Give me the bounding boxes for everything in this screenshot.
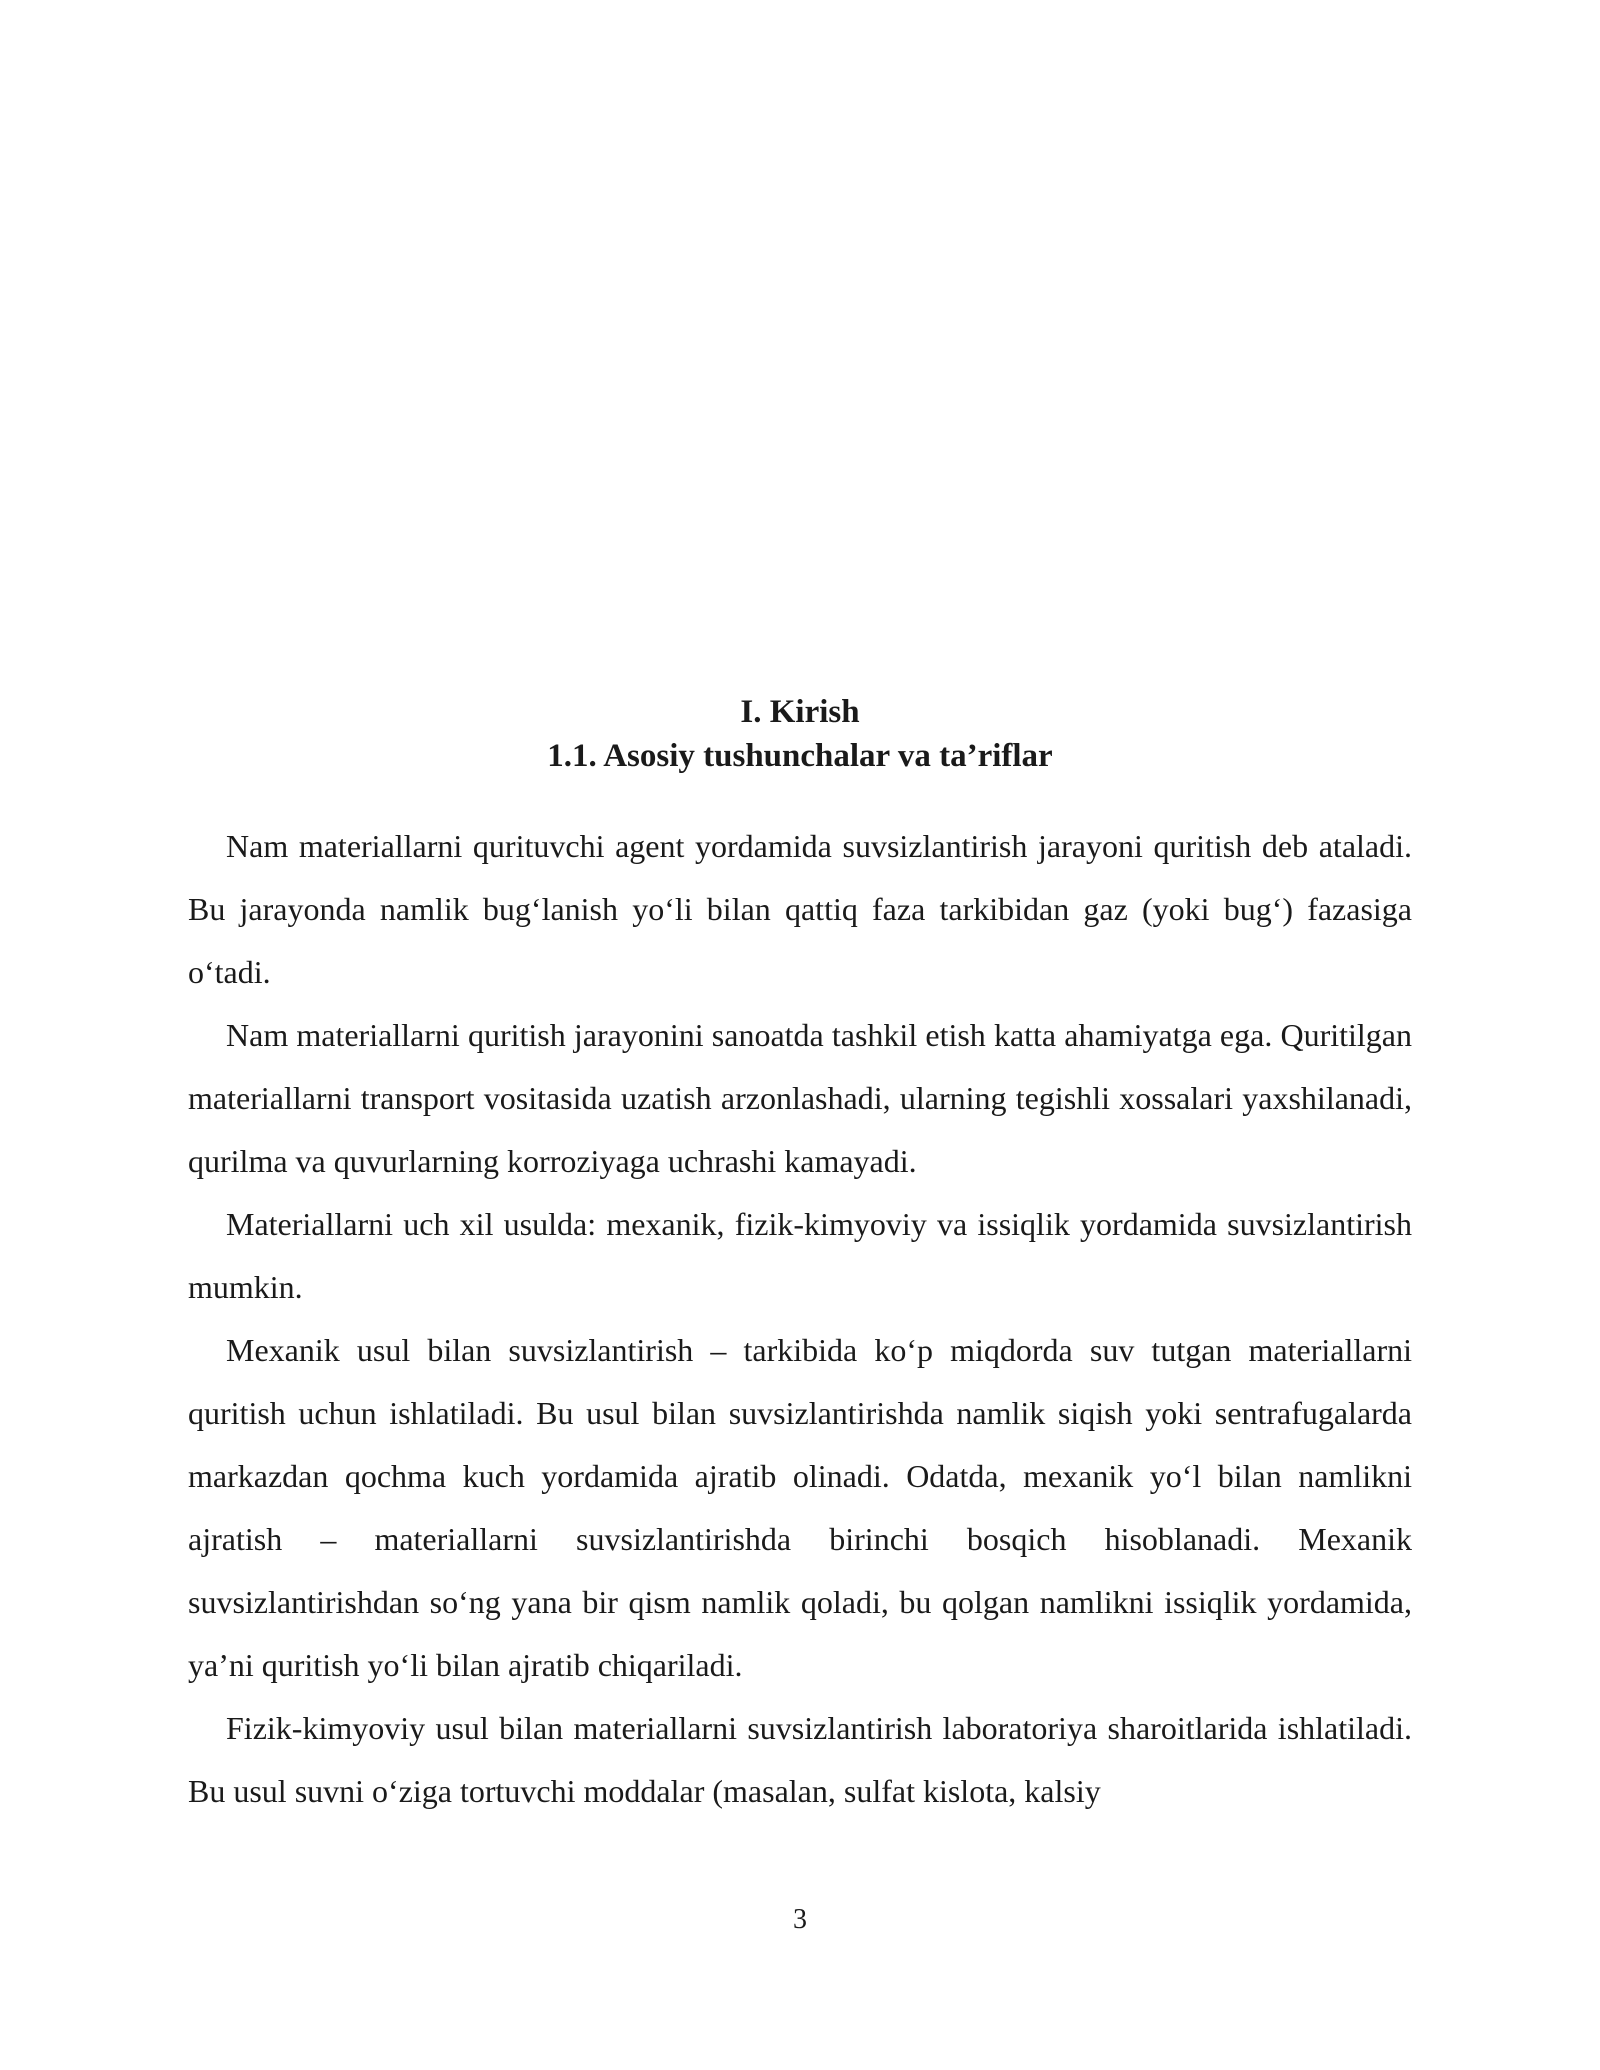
heading-block (188, 690, 1412, 778)
paragraph: Nam materiallarni quritish jarayonini sanoatda tashkil etish katta ahamiyatga ega. Quritilgan materiallarni transport vositasida uzatish arzonlashadi, ularning tegishli xossalari yaxshilanadi, qurilma va quvurlarning korroziyaga uchrashi kamayadi. (188, 1017, 1412, 1179)
page-number: 3 (793, 1904, 807, 1935)
paragraph: Fizik-kimyoviy usul bilan materiallarni suvsizlantirish laboratoriya sharoitlarida ishlatiladi. Bu usul suvni o‘ziga tortuvchi moddalar (masalan, sulfat kislota, kalsiy (188, 1710, 1412, 1809)
section-title: 1.1. Asosiy tushunchalar va ta’riflar (547, 738, 1053, 774)
paragraph: Nam materiallarni qurituvchi agent yordamida suvsizlantirish jarayoni quritish deb ataladi. Bu jarayonda namlik bug‘lanish yo‘li bilan qattiq faza tarkibidan gaz (yoki bug‘) fazasiga o‘tadi. (188, 828, 1412, 990)
chapter-title: I. Kirish (740, 694, 860, 730)
paragraph: Mexanik usul bilan suvsizlantirish – tarkibida ko‘p miqdorda suv tutgan materiallarni quritish uchun ishlatiladi. Bu usul bilan suvsizlantirishda namlik siqish yoki sentrafugalarda markazdan qochma kuch yordamida ajratib olinadi. Odatda, mexanik yo‘l bilan namlikni ajratish – materiallarni suvsizlantirishda birinchi bosqich hisoblanadi. Mexanik suvsizlantirishdan so‘ng yana bir qism namlik qoladi, bu qolgan namlikni issiqlik yordamida, ya’ni quritish yo‘li bilan ajratib chiqariladi. (188, 1332, 1412, 1683)
body-text (188, 815, 1412, 1823)
paragraph: Materiallarni uch xil usulda: mexanik, fizik-kimyoviy va issiqlik yordamida suvsizlantirish mumkin. (188, 1206, 1412, 1305)
